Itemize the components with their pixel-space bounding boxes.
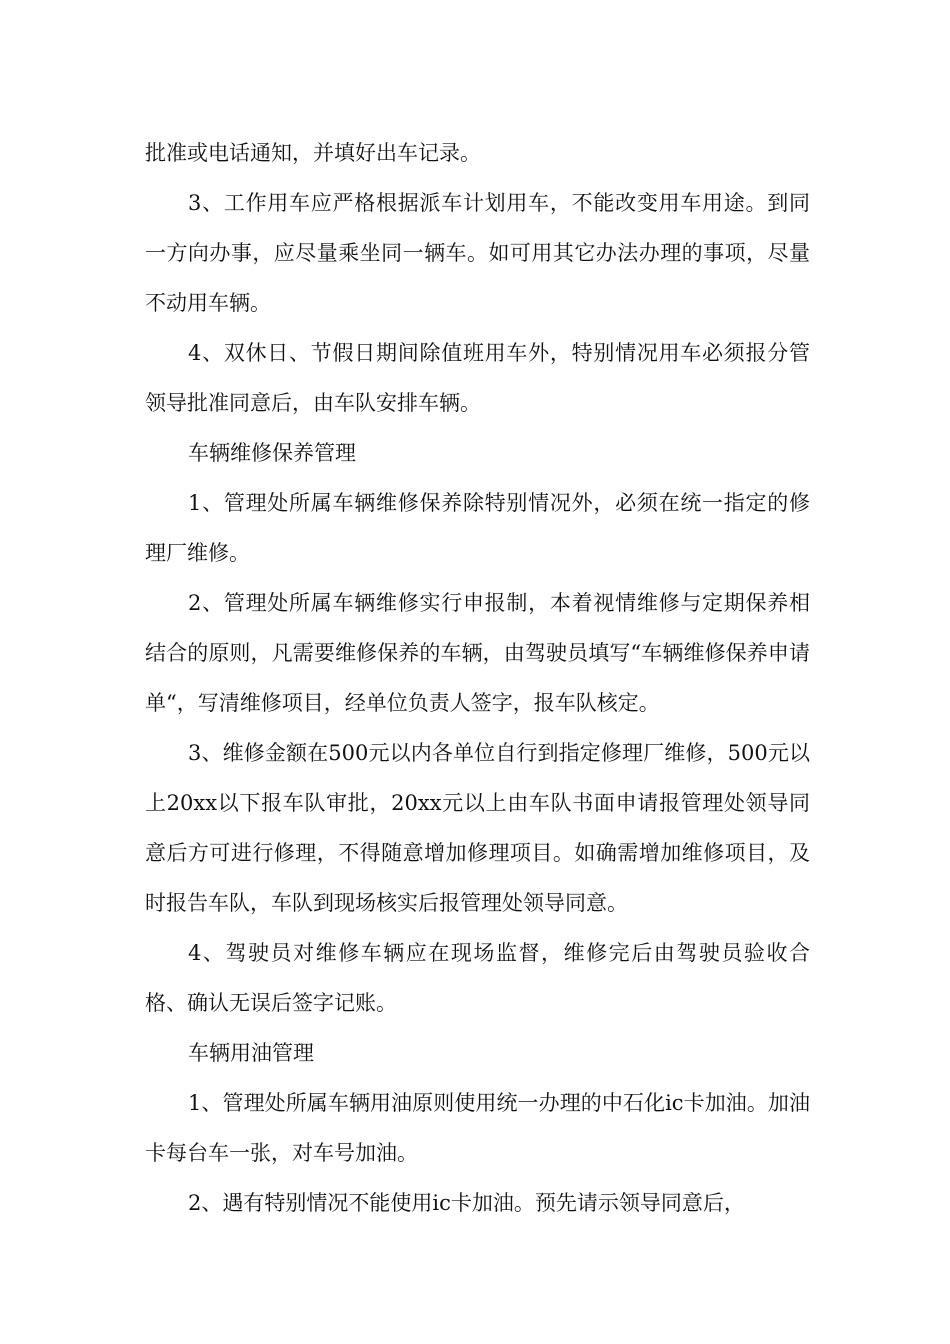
paragraph-fuel-item-1: 1、管理处所属车辆用油原则使用统一办理的中石化ic卡加油。加油卡每台车一张，对车号加油。 <box>145 1091 810 1165</box>
paragraph-maintenance-item-4: 4、驾驶员对维修车辆应在现场监督，维修完后由驾驶员验收合格、确认无误后签字记账。 <box>145 941 810 1015</box>
paragraph-maintenance-item-1: 1、管理处所属车辆维修保养除特别情况外，必须在统一指定的修理厂维修。 <box>145 491 810 565</box>
paragraph-item-3-vehicle-use: 3、工作用车应严格根据派车计划用车，不能改变用车用途。到同一方向办事，应尽量乘坐同一辆车。如可用其它办法办理的事项，尽量不动用车辆。 <box>145 191 810 315</box>
document-body <box>145 128 810 1228</box>
paragraph-continuation: 批准或电话通知，并填好出车记录。 <box>145 141 481 165</box>
paragraph-maintenance-item-2: 2、管理处所属车辆维修实行申报制，本着视情维修与定期保养相结合的原则，凡需要维修保养的车辆，由驾驶员填写“车辆维修保养申请单“，写清维修项目，经单位负责人签字，报车队核定。 <box>145 591 810 715</box>
paragraph-maintenance-item-3: 3、维修金额在500元以内各单位自行到指定修理厂维修，500元以上20xx以下报车队审批，20xx元以上由车队书面申请报管理处领导同意后方可进行修理，不得随意增加修理项目。如确需增加维修项目，及时报告车队，车队到现场核实后报管理处领导同意。 <box>145 741 810 915</box>
paragraph-fuel-item-2: 2、遇有特别情况不能使用ic卡加油。预先请示领导同意后， <box>188 1191 745 1215</box>
section-heading-maintenance: 车辆维修保养管理 <box>188 441 356 465</box>
paragraph-item-4-holiday-use: 4、双休日、节假日期间除值班用车外，特别情况用车必须报分管领导批准同意后，由车队安排车辆。 <box>145 341 810 415</box>
section-heading-fuel: 车辆用油管理 <box>188 1041 314 1065</box>
